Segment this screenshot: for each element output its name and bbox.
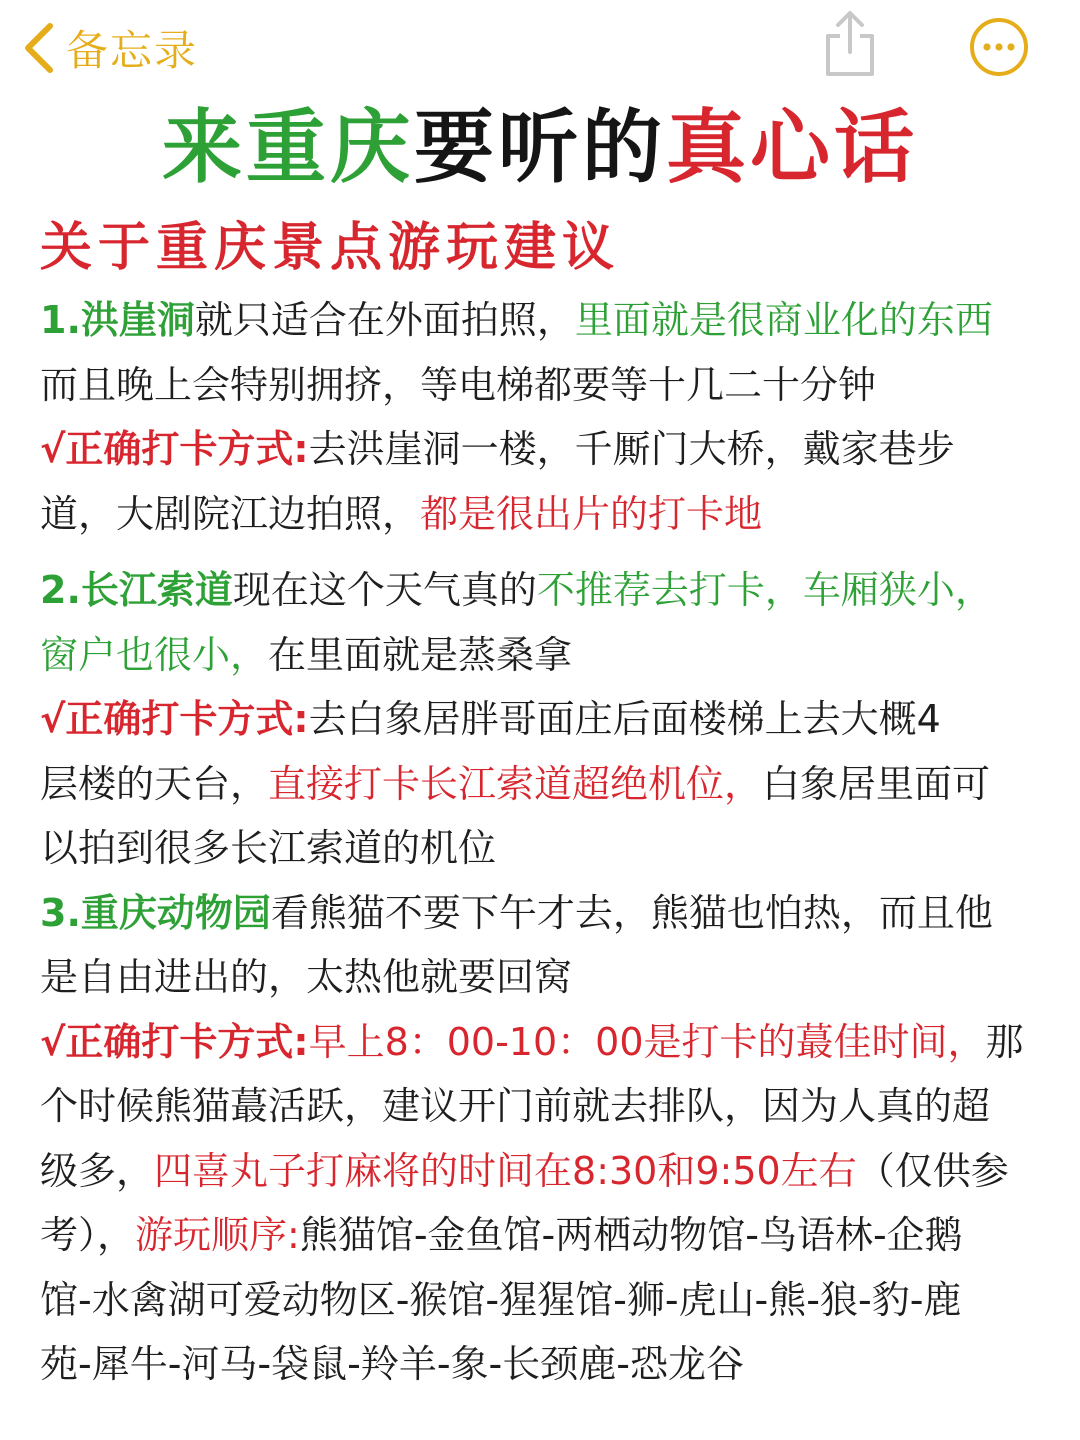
text-line: 个时候熊猫蕞活跃，建议开门前就去排队，因为人真的超 — [40, 1084, 991, 1128]
text-line: 3.重庆动物园看熊猫不要下午才去，熊猫也怕热，而且他 — [40, 890, 993, 935]
text-line: 以拍到很多长江索道的机位 — [40, 826, 497, 870]
back-button-label: 备忘录 — [66, 26, 199, 75]
text-line: 而且晚上会特别拥挤，等电梯都要等十几二十分钟 — [40, 362, 877, 407]
text-line: 考），游玩顺序:熊猫馆-金鱼馆-两栖动物馆-鸟语林-企鹅 — [40, 1213, 963, 1257]
tip-label: 正确打卡方式: — [65, 427, 309, 471]
note-body — [40, 288, 1070, 1397]
text-line: √正确打卡方式:去洪崖洞一楼，千厮门大桥，戴家巷步 — [40, 427, 955, 471]
checkmark-icon: √ — [40, 427, 66, 471]
title-part-red: 真心话 — [666, 101, 918, 194]
section-subtitle: 关于重庆景点游玩建议 — [40, 218, 621, 278]
tip-heading: 3.重庆动物园 — [40, 890, 271, 935]
text-line: 2.长江索道现在这个天气真的不推荐去打卡，车厢狭小， — [40, 568, 993, 612]
tip-label: 正确打卡方式: — [65, 1019, 309, 1064]
tip-section-3 — [40, 881, 1070, 1397]
text-line: √正确打卡方式:去白象居胖哥面庄后面楼梯上去大概4 — [40, 697, 941, 741]
page-title — [0, 100, 1080, 196]
checkmark-icon: √ — [40, 1019, 66, 1064]
share-button[interactable] — [818, 8, 882, 80]
text-line: 是自由进出的，太热他就要回窝 — [40, 955, 573, 999]
chevron-left-icon — [22, 22, 56, 74]
share-icon — [818, 65, 882, 84]
text-line: 窗户也很小，在里面就是蒸桑拿 — [40, 632, 573, 677]
tip-section-2 — [40, 558, 1070, 881]
text-line: 苑-犀牛-河马-袋鼠-羚羊-象-长颈鹿-恐龙谷 — [40, 1342, 744, 1386]
text-line: 馆-水禽湖可爱动物区-猴馆-猩猩馆-狮-虎山-熊-狼-豹-鹿 — [40, 1277, 962, 1322]
title-part-green: 来重庆 — [162, 101, 414, 194]
back-button[interactable] — [22, 18, 198, 78]
tip-heading: 1.洪崖洞 — [40, 298, 195, 342]
text-line: 道，大剧院江边拍照，都是很出片的打卡地 — [40, 491, 763, 536]
title-part-black: 要听的 — [414, 101, 666, 194]
text-line: √正确打卡方式:早上8：00-10：00是打卡的蕞佳时间，那 — [40, 1019, 1024, 1064]
text-line: 1.洪崖洞就只适合在外面拍照，里面就是很商业化的东西 — [40, 298, 993, 342]
text-line: 级多，四喜丸子打麻将的时间在8:30和9:50左右（仅供参 — [40, 1148, 1009, 1193]
tip-heading: 2.长江索道 — [40, 568, 233, 612]
more-button[interactable] — [968, 16, 1030, 78]
more-icon — [968, 63, 1030, 82]
tip-section-1 — [40, 288, 1070, 546]
checkmark-icon: √ — [40, 697, 66, 741]
text-line: 层楼的天台，直接打卡长江索道超绝机位，白象居里面可 — [40, 761, 991, 806]
tip-label: 正确打卡方式: — [65, 697, 309, 741]
navigation-bar — [0, 0, 1080, 96]
